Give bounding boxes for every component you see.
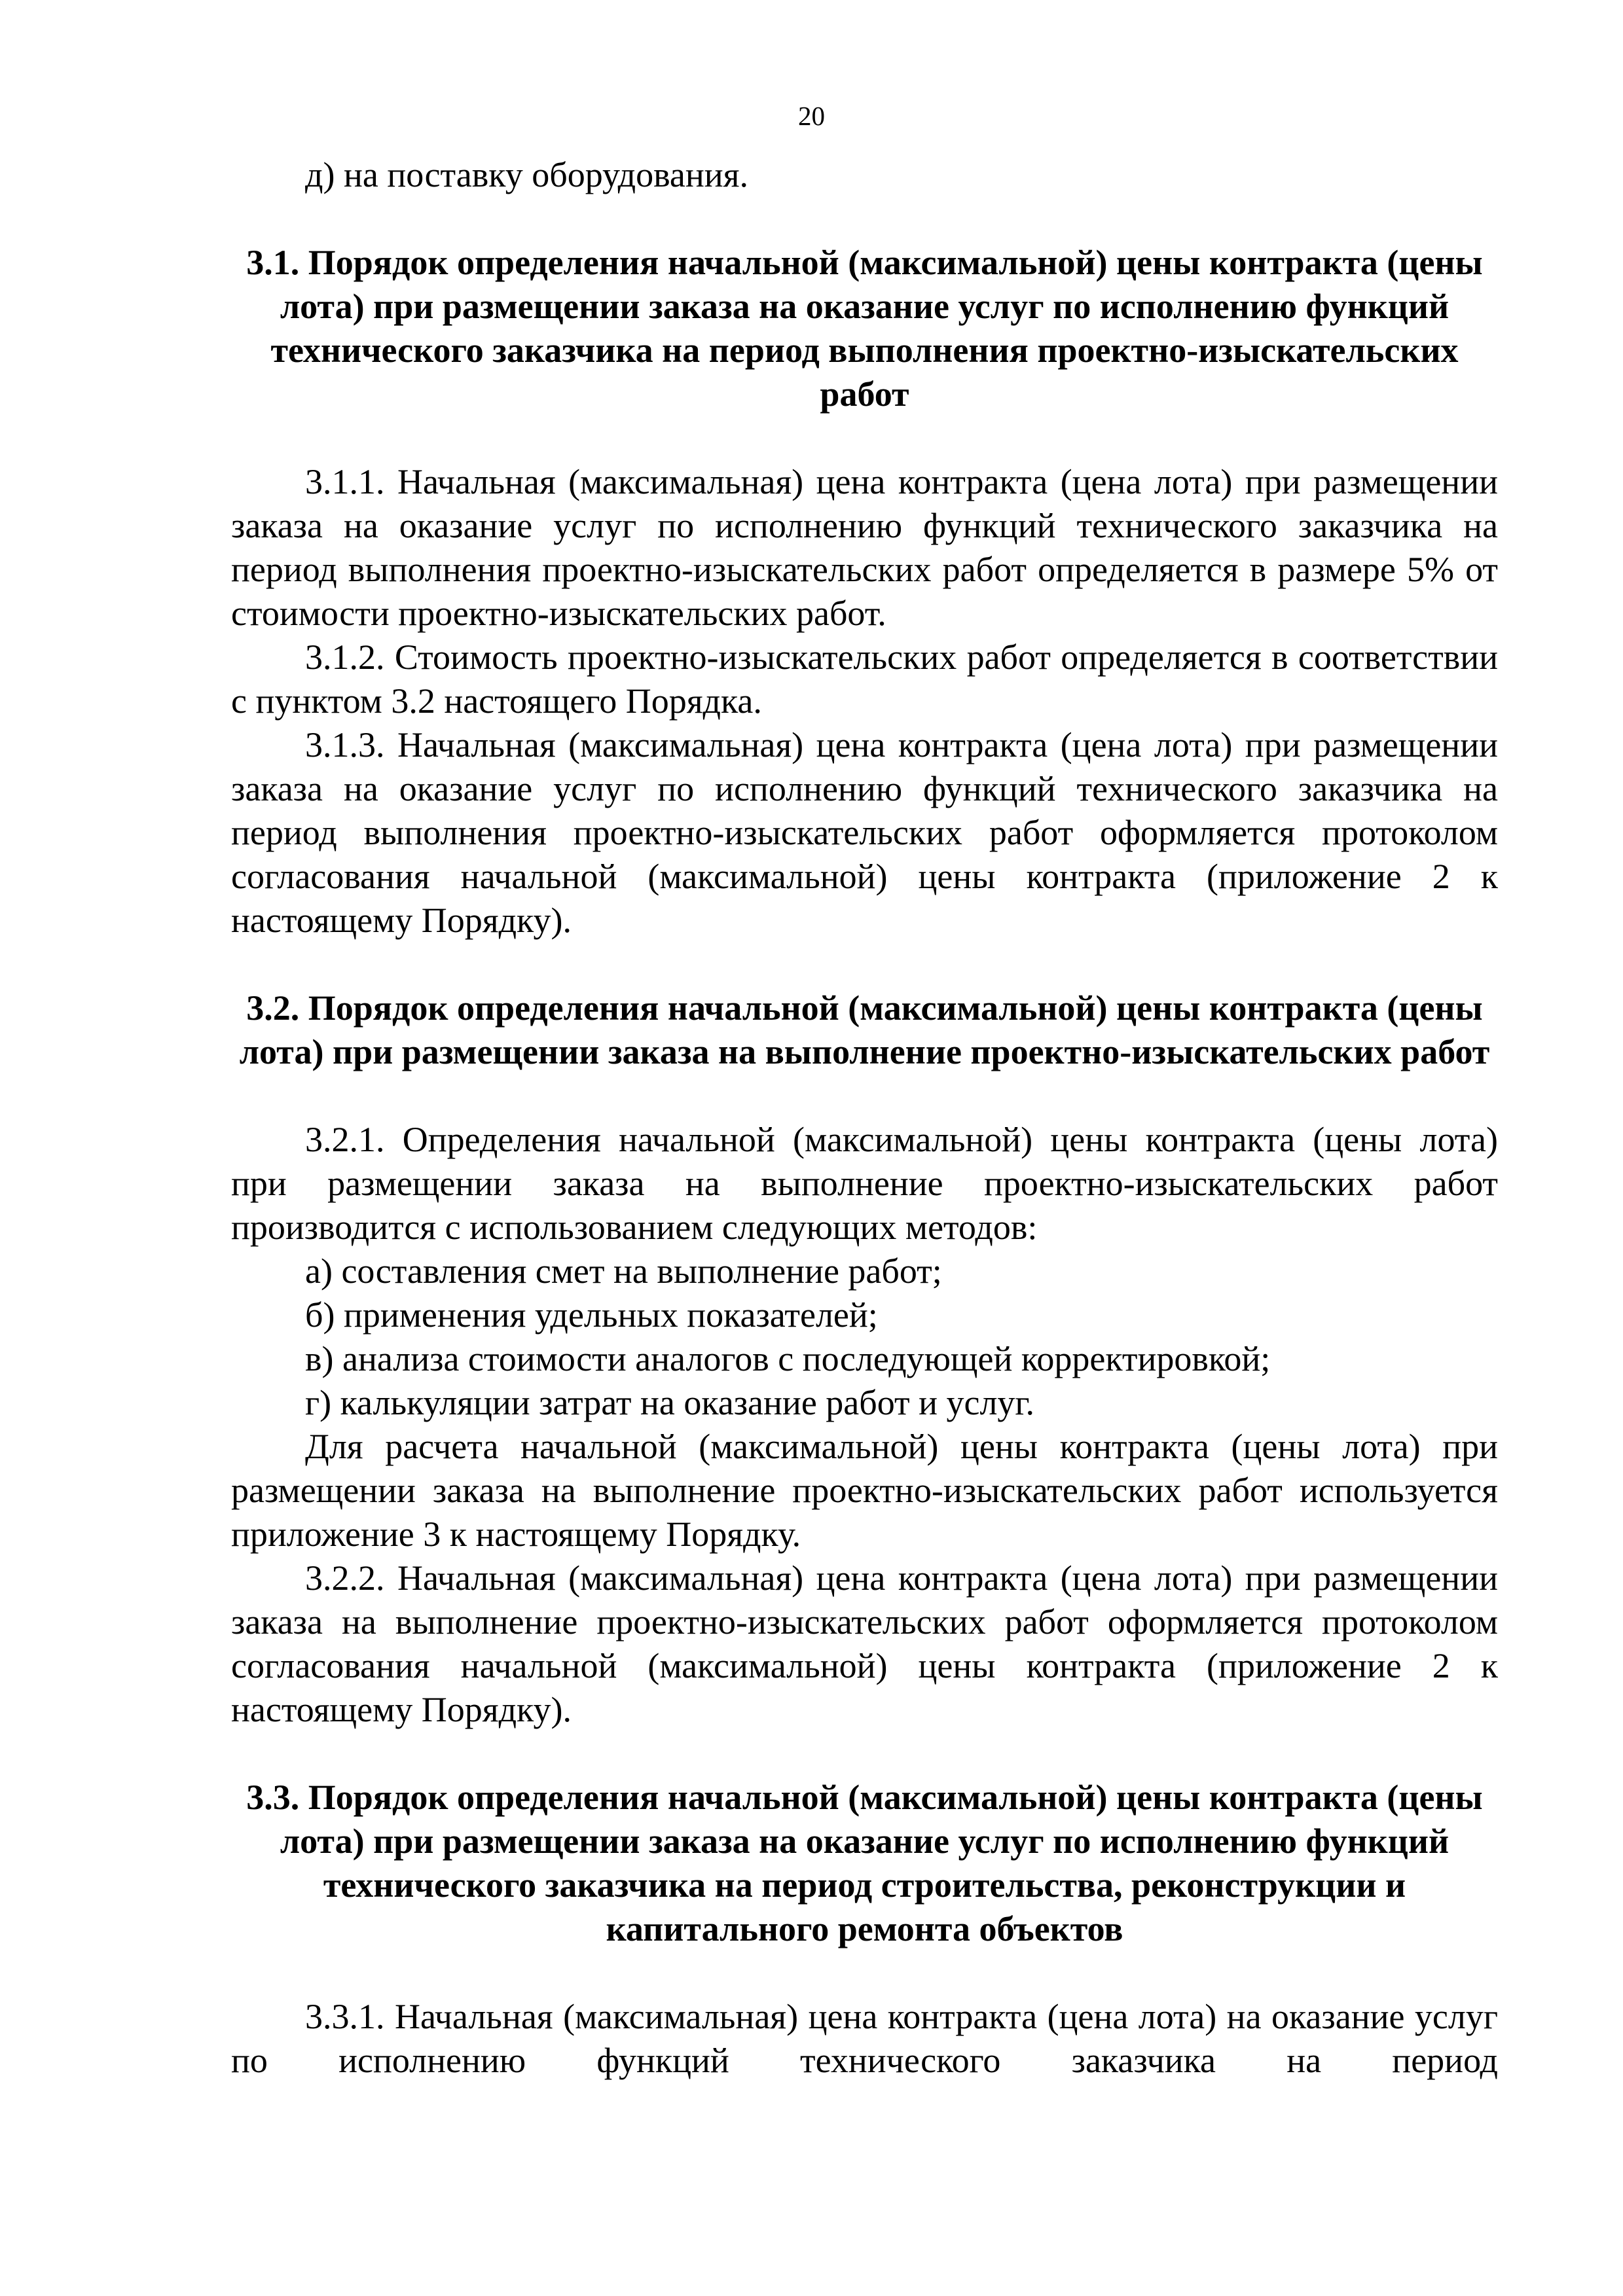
page-number: 20 xyxy=(798,101,825,131)
paragraph-3-1-1: 3.1.1. Начальная (максимальная) цена контракта (цена лота) при размещении заказа на оказание услуг по исполнению функций технического заказчика на период выполнения проектно-изыскательских работ определяется в размере 5% от стоимости проектно-изыскательских работ. xyxy=(231,462,1498,633)
paragraph-3-2-1: 3.2.1. Определения начальной (максимальной) цены контракта (цены лота) при размещении заказа на выполнение проектно-изыскательских работ производится с использованием следующих методов: xyxy=(231,1120,1498,1247)
paragraph-3-2-2: 3.2.2. Начальная (максимальная) цена контракта (цена лота) при размещении заказа на выполнение проектно-изыскательских работ оформляется протоколом согласования начальной (максимальной) цены контракта (приложение 2 к настоящему Порядку). xyxy=(231,1558,1498,1729)
list-item-a: а) составления смет на выполнение работ; xyxy=(305,1251,942,1291)
paragraph-3-3-1: 3.3.1. Начальная (максимальная) цена контракта (цена лота) на оказание услуг по исполнению функций технического заказчика на период xyxy=(231,1997,1498,2080)
list-item-v: в) анализа стоимости аналогов с последующей корректировкой; xyxy=(305,1339,1271,1378)
section-3-2-heading: 3.2. Порядок определения начальной (максимальной) цены контракта (цены лота) при размещении заказа на выполнение проектно-изыскательских работ xyxy=(239,988,1490,1071)
paragraph-3-2-calc: Для расчета начальной (максимальной) цены контракта (цены лота) при размещении заказа на выполнение проектно-изыскательских работ используется приложение 3 к настоящему Порядку. xyxy=(231,1427,1498,1554)
paragraph-3-1-2: 3.1.2. Стоимость проектно-изыскательских работ определяется в соответствии с пунктом 3.2 настоящего Порядка. xyxy=(231,637,1498,721)
list-item-b: б) применения удельных показателей; xyxy=(305,1295,878,1335)
section-3-1-heading: 3.1. Порядок определения начальной (максимальной) цены контракта (цены лота) при размещении заказа на оказание услуг по исполнению функций технического заказчика на период выполнения проектно-изыскательских работ xyxy=(246,243,1483,414)
document-body xyxy=(231,153,1498,2083)
section-3-3-heading: 3.3. Порядок определения начальной (максимальной) цены контракта (цены лота) при размещении заказа на оказание услуг по исполнению функций технического заказчика на период строительства, реконструкции и капитального ремонта объектов xyxy=(246,1778,1483,1948)
list-item-g: г) калькуляции затрат на оказание работ и услуг. xyxy=(305,1383,1034,1422)
list-item-d: д) на поставку оборудования. xyxy=(305,155,748,194)
paragraph-3-1-3: 3.1.3. Начальная (максимальная) цена контракта (цена лота) при размещении заказа на оказание услуг по исполнению функций технического заказчика на период выполнения проектно-изыскательских работ оформляется протоколом согласования начальной (максимальной) цены контракта (приложение 2 к настоящему Порядку). xyxy=(231,725,1498,940)
